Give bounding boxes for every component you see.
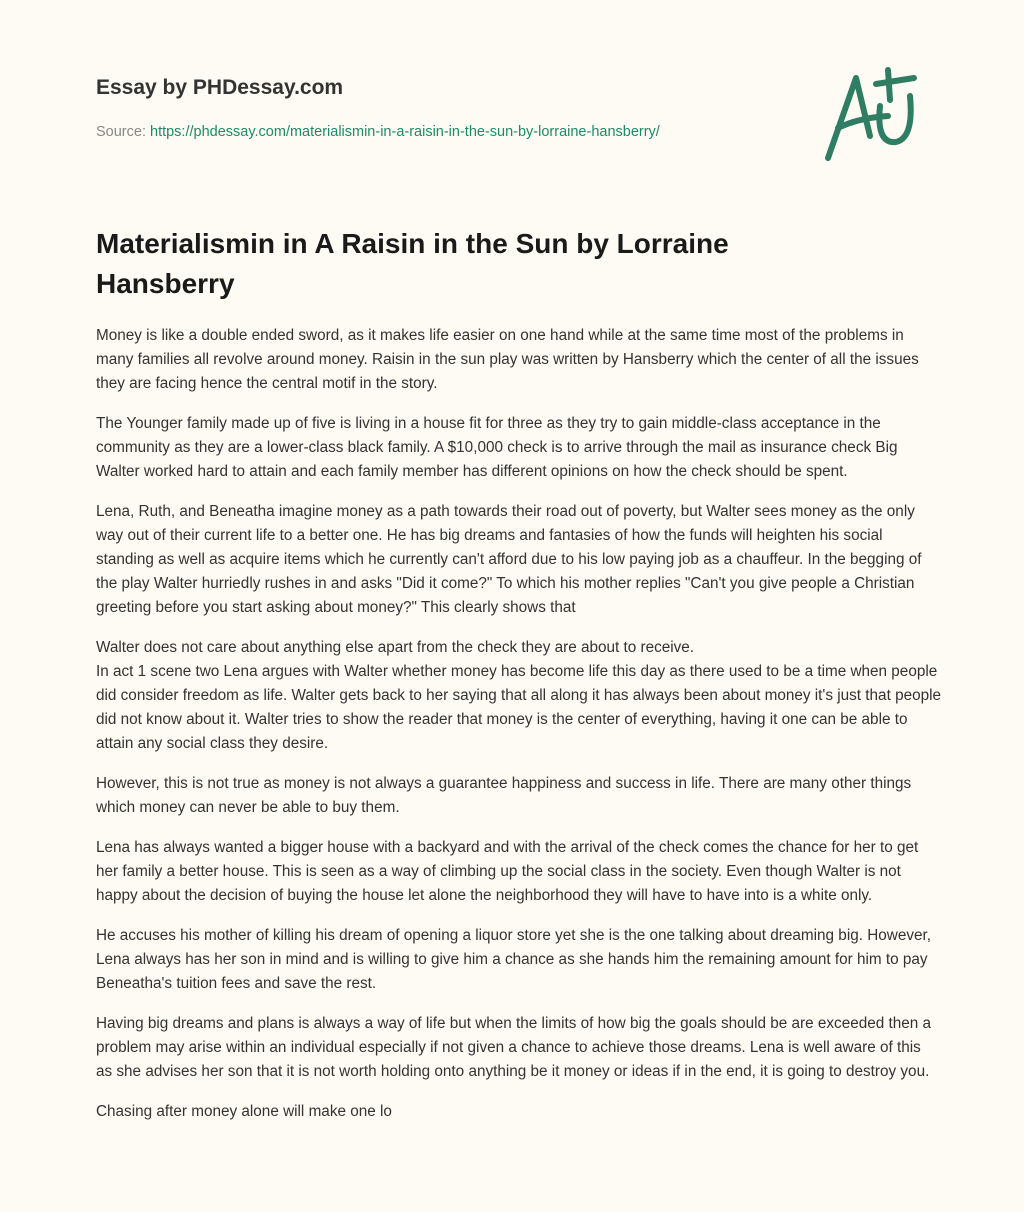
paragraph: Walter does not care about anything else apart from the check they are about to receive.: [96, 639, 695, 656]
paragraph: Lena has always wanted a bigger house with a backyard and with the arrival of the check comes the chance for her to get her family a better house. This is seen as a way of climbing up the social class in the society. Even though Walter is not happy about the decision of buying the house let alone the neighborhood they will have to have into is a white only.: [96, 839, 919, 904]
paragraph: In act 1 scene two Lena argues with Walter whether money has become life this day as there used to be a time when people did consider freedom as life. Walter gets back to her saying that all along it has always been about money it's just that people did not know about it. Walter tries to show the reader that money is the center of everything, having it one can be able to attain any social class they desire.: [96, 663, 942, 752]
paragraph: Money is like a double ended sword, as it makes life easier on one hand while at the same time most of the problems in many families all revolve around money. Raisin in the sun play was written by Hansberry which the center of all the issues they are facing hence the central motif in the story.: [96, 327, 919, 392]
paragraph: Lena, Ruth, and Beneatha imagine money as a path towards their road out of poverty, but Walter sees money as the only way out of their current life to a better one. He has big dreams and fantasies of how the funds will heighten his social standing as well as acquire items which he currently can't afford due to his low paying job as a chauffeur. In the begging of the play Walter hurriedly rushes in and asks "Did it come?" To which his mother replies "Can't you give people a Christian greeting before you start asking about money?" This clearly shows that: [96, 503, 922, 616]
paragraph: Having big dreams and plans is always a way of life but when the limits of how big the goals should be are exceeded then a problem may arise within an individual especially if not given a chance to achieve those dreams. Lena is well aware of this as she advises her son that it is not worth holding onto anything be it money or ideas if in the end, it is going to destroy you.: [96, 1015, 932, 1080]
paragraph: The Younger family made up of five is living in a house fit for three as they try to gain middle-class acceptance in the community as they are a lower-class black family. A $10,000 check is to arrive through the mail as insurance check Big Walter worked hard to attain and each family member has different opinions on how the check should be spent.: [96, 415, 898, 480]
paragraph: He accuses his mother of killing his dream of opening a liquor store yet she is the one talking about dreaming big. However, Lena always has her son in mind and is willing to give him a chance as she hands him the remaining amount for him to pay Beneatha's tuition fees and save the rest.: [96, 927, 931, 992]
site-brand: Essay by PHDessay.com: [96, 76, 344, 99]
paragraph: Chasing after money alone will make one lo: [96, 1103, 392, 1120]
paragraph: However, this is not true as money is not always a guarantee happiness and success in life. There are many other things which money can never be able to buy them.: [96, 775, 912, 816]
essay-body: [96, 324, 941, 1140]
essay-title: Materialismin in A Raisin in the Sun by Lorraine Hansberry: [96, 228, 729, 299]
a-plus-logo-icon: [818, 66, 928, 166]
source-line: [96, 124, 660, 140]
source-label: Source:: [96, 124, 150, 140]
source-link[interactable]: https://phdessay.com/materialismin-in-a-raisin-in-the-sun-by-lorraine-hansberry/: [150, 124, 660, 140]
